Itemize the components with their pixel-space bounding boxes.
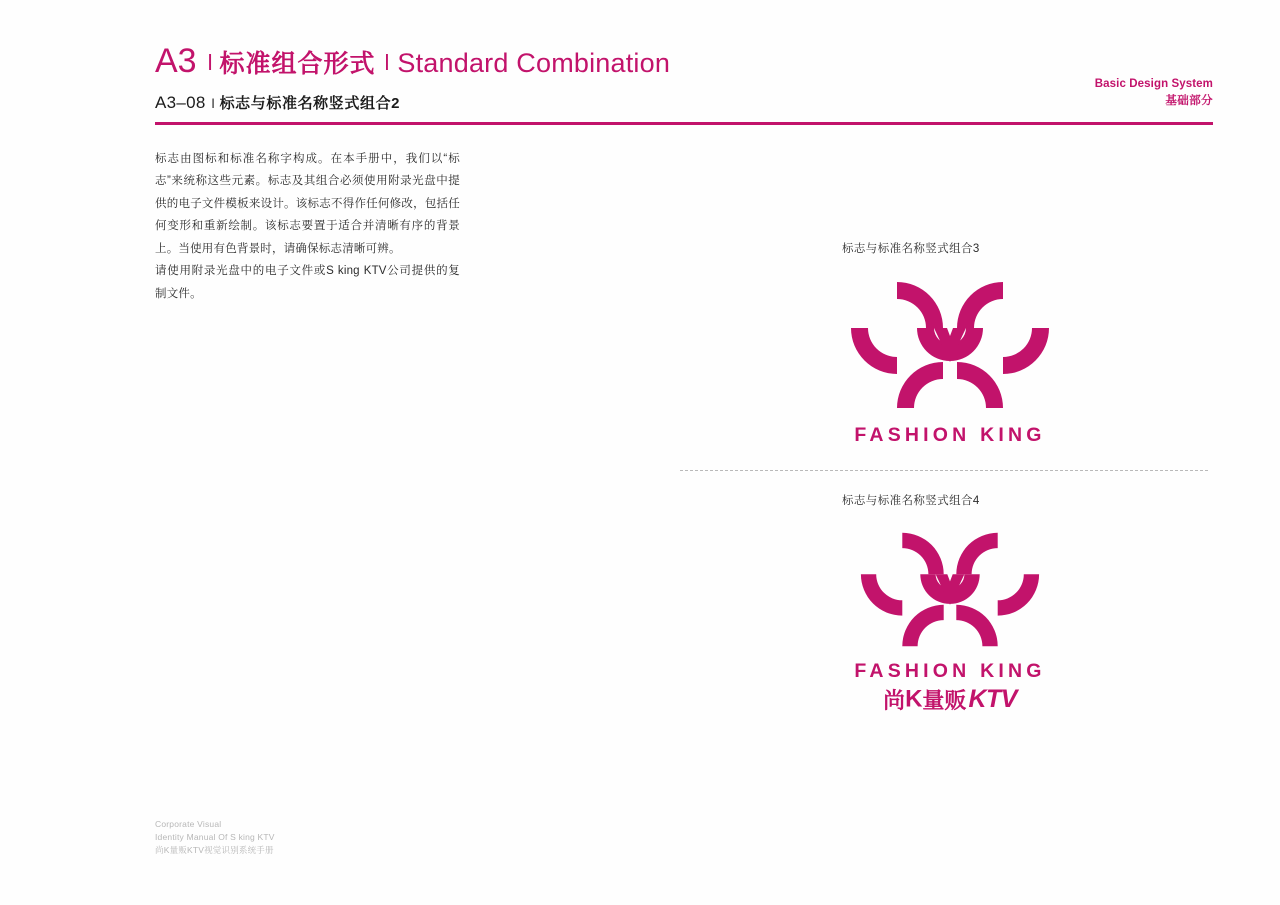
header-divider-rule xyxy=(155,122,1213,125)
body-copy-block xyxy=(155,148,460,305)
body-paragraph-1: 标志由图标和标准名称字构成。在本手册中，我们以“标志”来统称这些元素。标志及其组合必须使用附录光盘中提供的电子文件模板来设计。该标志不得作任何修改，包括任何变形和重新绘制。该标志要置于适合并清晰有序的背景上。当使用有色背景时，请确保标志清晰可辨。 xyxy=(155,153,460,255)
section-title-cn: 标准组合形式 xyxy=(219,50,376,78)
wordmark-en-2: FASHION KING xyxy=(854,660,1046,682)
footer-line-2: Identity Manual Of S king KTV xyxy=(155,832,275,843)
wordmark-cn-row xyxy=(680,684,1220,715)
header-system-label-en: Basic Design System xyxy=(1094,78,1213,90)
footer-line-1: Corporate Visual xyxy=(155,819,222,829)
wordmark-text-2 xyxy=(680,660,1220,683)
wordmark-en-1: FASHION KING xyxy=(854,424,1046,446)
header-system-label-cn: 基础部分 xyxy=(1165,94,1213,107)
specimen-caption-1: 标志与标准名称竖式组合3 xyxy=(842,243,980,255)
subtitle-separator: l xyxy=(211,96,215,111)
page-header xyxy=(155,44,1213,113)
specimen-panel-1 xyxy=(680,240,1220,446)
logo-lockup-2 xyxy=(680,508,1220,713)
wordmark-ktv: KTV xyxy=(968,685,1017,713)
wordmark-cn-left: 尚 xyxy=(883,688,906,713)
section-title-en: Standard Combination xyxy=(397,48,671,78)
subsection-title-cn: 标志与标准名称竖式组合2 xyxy=(219,95,401,112)
specimen-caption-2: 标志与标准名称竖式组合4 xyxy=(842,495,980,507)
logo-mark-2 xyxy=(835,522,1065,657)
logo-lockup-1 xyxy=(680,256,1220,446)
title-separator-2: l xyxy=(384,50,390,75)
title-separator-1: l xyxy=(207,50,213,75)
wordmark-cn-right: 量贩 xyxy=(922,688,967,713)
panel-divider xyxy=(680,470,1208,471)
wordmark-text-1 xyxy=(680,424,1220,447)
logo-mark-1 xyxy=(835,270,1065,420)
header-title-row xyxy=(155,44,1213,80)
section-code: A3 xyxy=(155,42,197,80)
page-footer xyxy=(155,818,275,858)
body-paragraph-2: 请使用附录光盘中的电子文件或S king KTV公司提供的复制文件。 xyxy=(155,265,460,300)
subsection-code: A3–08 xyxy=(155,93,206,112)
header-subtitle-row xyxy=(155,92,1213,113)
footer-line-3: 尚K量贩KTV视觉识别系统手册 xyxy=(155,845,274,856)
wordmark-cn-k: K xyxy=(905,685,923,713)
header-right-block xyxy=(1095,76,1213,109)
specimen-panel-2 xyxy=(680,492,1220,713)
